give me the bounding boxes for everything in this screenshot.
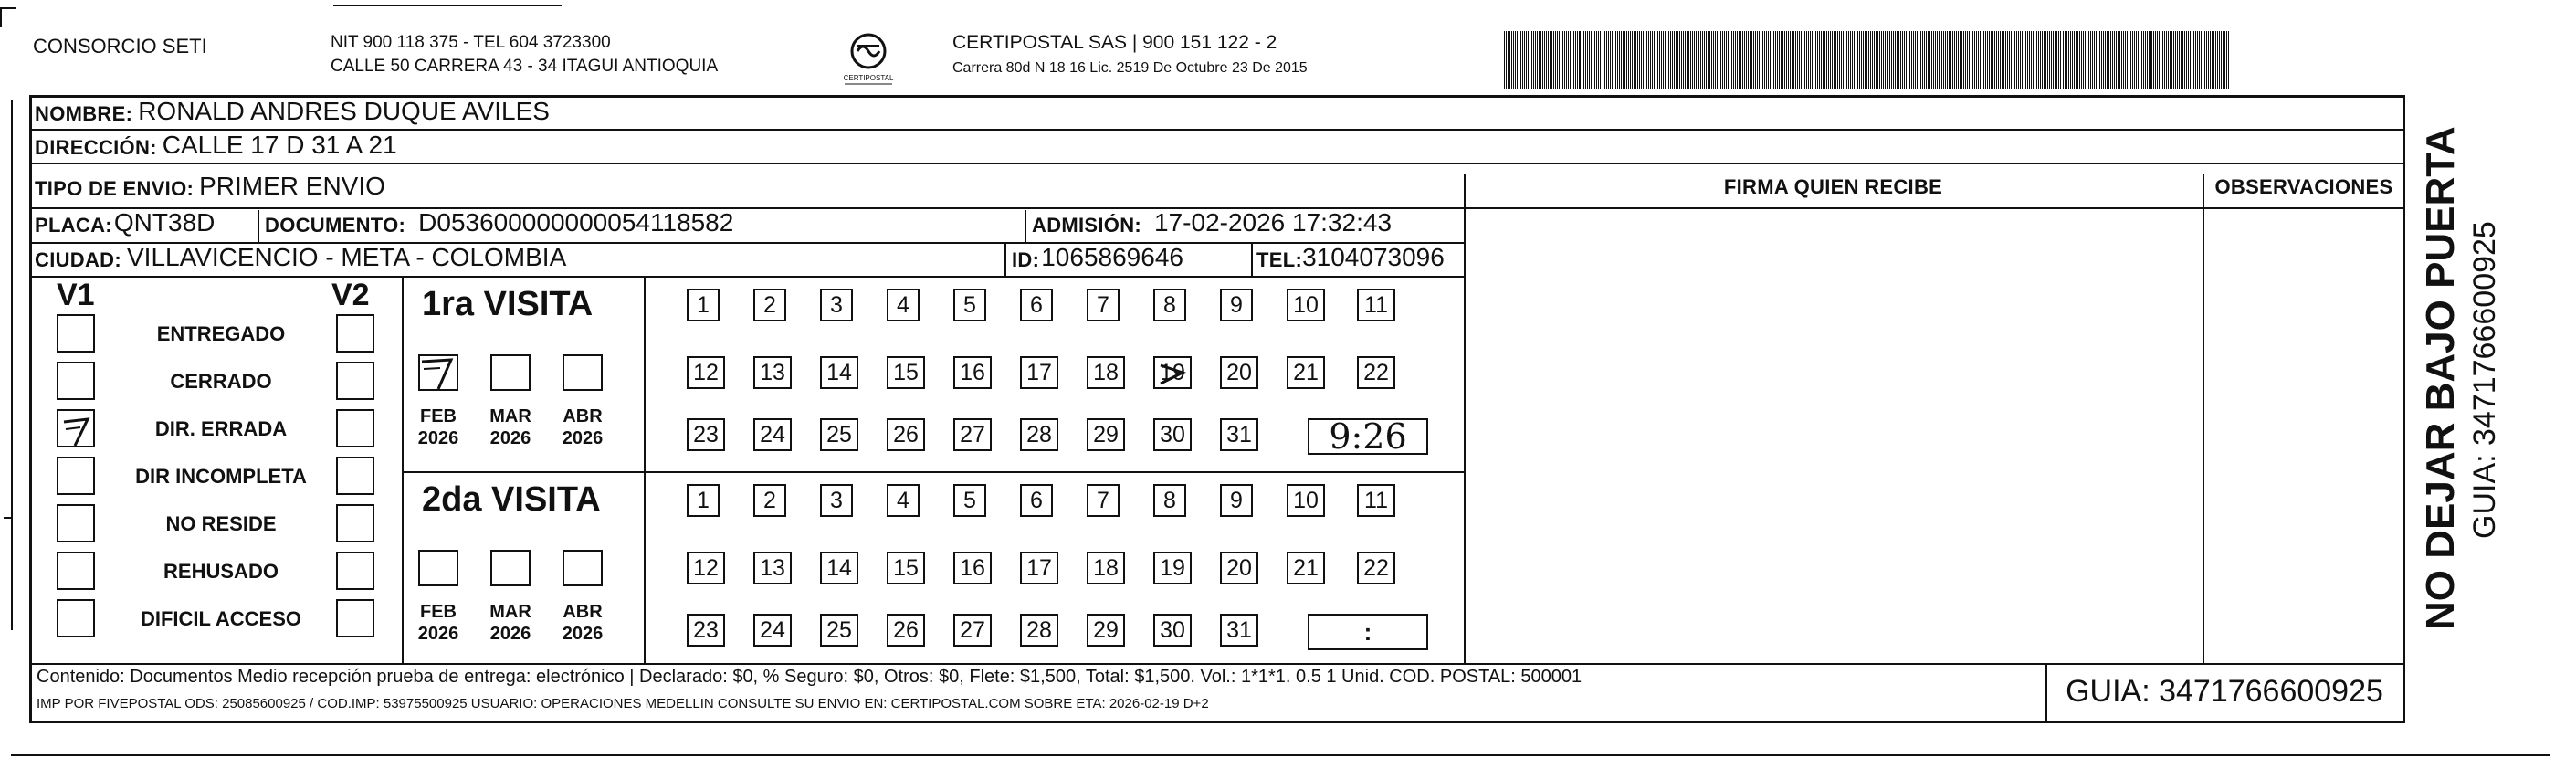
day-number: 25 [826, 616, 852, 643]
day-number: 3 [830, 291, 843, 318]
day-box[interactable] [1287, 484, 1325, 517]
day-box[interactable] [753, 356, 792, 389]
day-box[interactable] [687, 552, 725, 584]
day-number: 13 [760, 554, 785, 581]
day-number: 27 [960, 421, 985, 447]
day-box[interactable] [1020, 289, 1053, 321]
day-number: 15 [893, 554, 919, 581]
day-box[interactable] [753, 552, 792, 584]
day-box[interactable] [1153, 289, 1186, 321]
day-number: 2 [763, 487, 776, 513]
day-number: 6 [1030, 291, 1043, 318]
v2-checkbox[interactable] [336, 457, 374, 495]
day-box[interactable] [820, 356, 858, 389]
day-box[interactable] [1087, 552, 1125, 584]
ciudad-label: CIUDAD: [35, 248, 121, 271]
day-box[interactable] [953, 356, 992, 389]
day-box[interactable] [820, 484, 853, 517]
day-number: 27 [960, 616, 985, 643]
carrier-license: Carrera 80d N 18 16 Lic. 2519 De Octubre 23 De 2015 [952, 60, 1308, 76]
day-number: 20 [1226, 359, 1252, 385]
day-number: 24 [760, 421, 785, 447]
day-number: 28 [1026, 421, 1052, 447]
v2-checkbox[interactable] [336, 362, 374, 400]
day-box[interactable] [1287, 552, 1325, 584]
content-line: Contenido: Documentos Medio recepción prueba de entrega: electrónico | Declarado: $0, % Seguro: $0, Otros: $0, Flete: $1,500, Total: $1,500. Vol.: 1*1*1. 0.5 1 Unid. COD. POSTAL: 500001 [37, 667, 1582, 687]
admision-label: ADMISIÓN: [1032, 214, 1142, 237]
day-number: 21 [1293, 359, 1319, 385]
side-notice: NO DEJAR BAJO PUERTA [2418, 126, 2463, 630]
day-box[interactable] [953, 484, 986, 517]
day-number: 15 [893, 359, 919, 385]
placa-value: QNT38D [113, 208, 216, 237]
day-box[interactable] [1220, 289, 1253, 321]
day-number: 24 [760, 616, 785, 643]
id-label: ID: [1012, 248, 1040, 271]
day-number: 12 [693, 554, 719, 581]
day-box[interactable] [687, 484, 720, 517]
certipostal-logo [836, 31, 901, 88]
day-box[interactable] [1153, 552, 1192, 584]
tipo-envio-row [35, 172, 385, 201]
day-box[interactable] [687, 356, 725, 389]
day-box[interactable] [1020, 614, 1058, 647]
day-number: 20 [1226, 554, 1252, 581]
status-option-label: NO RESIDE [165, 512, 277, 535]
day-box[interactable] [1087, 418, 1125, 451]
day-number: 5 [963, 487, 976, 513]
nombre-row [35, 97, 550, 126]
day-number: 22 [1363, 359, 1389, 385]
day-number: 14 [826, 359, 852, 385]
nombre-value: RONALD ANDRES DUQUE AVILES [138, 97, 550, 125]
month-label: FEB 2026 [417, 406, 459, 448]
v2-checkbox[interactable] [336, 314, 374, 353]
day-number: 31 [1226, 616, 1252, 643]
month-label: MAR 2026 [489, 602, 531, 644]
visit-title: 2da VISITA [422, 480, 601, 519]
day-box[interactable] [887, 484, 920, 517]
time-field[interactable]: 9:26 [1308, 418, 1428, 455]
admision-field [1032, 208, 1392, 237]
day-number: 18 [1093, 554, 1119, 581]
day-box[interactable] [753, 289, 786, 321]
v1-checkbox[interactable] [57, 599, 95, 637]
day-number: 9 [1230, 291, 1243, 318]
address-line: CALLE 50 CARRERA 43 - 34 ITAGUI ANTIOQUIA [331, 57, 719, 76]
day-number: 30 [1160, 616, 1185, 643]
day-number: 16 [960, 359, 985, 385]
day-number: 13 [760, 359, 785, 385]
v1-checkbox[interactable] [57, 314, 95, 353]
check-mark-icon [1155, 358, 1190, 394]
day-box[interactable] [887, 552, 925, 584]
day-box[interactable] [1287, 356, 1325, 389]
day-box[interactable] [820, 418, 858, 451]
visit-title: 1ra VISITA [422, 285, 594, 323]
day-box[interactable] [1220, 484, 1253, 517]
day-box[interactable] [953, 289, 986, 321]
day-number: 23 [693, 616, 719, 643]
direccion-row [35, 131, 397, 160]
documento-label: DOCUMENTO: [265, 214, 406, 237]
day-number: 19 [1160, 359, 1185, 385]
day-box[interactable] [1087, 356, 1125, 389]
observaciones-header: OBSERVACIONES [2214, 175, 2393, 198]
day-number: 17 [1026, 554, 1052, 581]
day-box[interactable] [1087, 614, 1125, 647]
day-number: 1 [697, 487, 710, 513]
placa-field [35, 208, 215, 237]
day-box[interactable] [887, 289, 920, 321]
day-box[interactable] [820, 289, 853, 321]
day-number: 19 [1160, 554, 1185, 581]
day-number: 8 [1163, 291, 1176, 318]
ciudad-row [35, 243, 566, 272]
month-checkbox[interactable] [563, 550, 603, 586]
day-box[interactable] [753, 418, 792, 451]
day-number: 18 [1093, 359, 1119, 385]
tipo-envio-label: TIPO DE ENVIO: [35, 177, 195, 200]
day-number: 10 [1293, 291, 1319, 318]
day-number: 23 [693, 421, 719, 447]
id-value: 1065869646 [1041, 243, 1183, 271]
day-number: 3 [830, 487, 843, 513]
day-box[interactable] [1357, 356, 1395, 389]
status-option-label: DIR INCOMPLETA [135, 465, 307, 488]
day-number: 4 [897, 487, 909, 513]
day-box[interactable] [953, 418, 992, 451]
day-box[interactable] [1020, 356, 1058, 389]
day-number: 28 [1026, 616, 1052, 643]
month-checkbox[interactable] [418, 354, 458, 391]
day-number: 10 [1293, 487, 1319, 513]
day-number: 29 [1093, 616, 1119, 643]
barcode-icon [1502, 31, 2233, 89]
status-option-label: ENTREGADO [156, 322, 286, 345]
day-box[interactable] [953, 552, 992, 584]
day-box[interactable] [1357, 552, 1395, 584]
tel-value: 3104073096 [1302, 243, 1445, 271]
day-box[interactable] [1153, 418, 1192, 451]
day-number: 7 [1097, 487, 1109, 513]
ciudad-value: VILLAVICENCIO - META - COLOMBIA [126, 243, 567, 271]
day-number: 1 [697, 291, 710, 318]
day-box[interactable] [1020, 552, 1058, 584]
day-box[interactable] [1087, 484, 1120, 517]
day-number: 6 [1030, 487, 1043, 513]
id-field [1012, 243, 1183, 272]
day-number: 22 [1363, 554, 1389, 581]
day-box[interactable] [820, 552, 858, 584]
day-number: 14 [826, 554, 852, 581]
day-box[interactable] [1220, 356, 1258, 389]
day-box[interactable] [687, 289, 720, 321]
day-box[interactable] [1087, 289, 1120, 321]
day-number: 29 [1093, 421, 1119, 447]
status-option-label: DIR. ERRADA [154, 417, 288, 440]
day-number: 25 [826, 421, 852, 447]
time-field[interactable]: : [1308, 614, 1428, 650]
day-box[interactable] [687, 418, 725, 451]
day-box[interactable] [887, 356, 925, 389]
day-number: 31 [1226, 421, 1252, 447]
v1-checkbox[interactable] [57, 504, 95, 542]
v2-checkbox[interactable] [336, 599, 374, 637]
side-guia: GUIA: 3471766600925 [2467, 221, 2502, 539]
tel-label: TEL: [1256, 248, 1303, 271]
svg-text:CERTIPOSTAL: CERTIPOSTAL [843, 74, 894, 82]
month-label: ABR 2026 [562, 406, 604, 448]
day-box[interactable] [953, 614, 992, 647]
day-box[interactable] [1020, 484, 1053, 517]
admision-value: 17-02-2026 17:32:43 [1154, 208, 1393, 237]
day-box[interactable] [887, 614, 925, 647]
day-number: 2 [763, 291, 776, 318]
footer-guia: GUIA: 3471766600925 [2066, 674, 2383, 709]
day-number: 5 [963, 291, 976, 318]
tipo-envio-value: PRIMER ENVIO [199, 172, 385, 200]
day-number: 21 [1293, 554, 1319, 581]
month-label: MAR 2026 [489, 406, 531, 448]
day-number: 11 [1364, 487, 1388, 513]
v1-checkbox[interactable] [57, 409, 95, 447]
day-box[interactable] [753, 614, 792, 647]
signature-area[interactable] [1466, 209, 2201, 661]
v1-checkbox[interactable] [57, 362, 95, 400]
v1-checkbox[interactable] [57, 457, 95, 495]
day-box[interactable] [1153, 356, 1192, 389]
day-number: 30 [1160, 421, 1185, 447]
day-box[interactable] [1020, 418, 1058, 451]
nombre-label: NOMBRE: [35, 102, 133, 125]
day-box[interactable] [1357, 289, 1395, 321]
nit-line: NIT 900 118 375 - TEL 604 3723300 [331, 33, 611, 52]
month-label: FEB 2026 [417, 602, 459, 644]
day-box[interactable] [1153, 614, 1192, 647]
status-option-label: REHUSADO [163, 560, 279, 583]
v2-checkbox[interactable] [336, 552, 374, 590]
status-option-label: CERRADO [170, 370, 272, 393]
day-number: 8 [1163, 487, 1176, 513]
direccion-label: DIRECCIÓN: [35, 136, 157, 159]
day-number: 26 [893, 421, 919, 447]
v1-label: V1 [57, 278, 95, 312]
day-box[interactable] [1220, 418, 1258, 451]
day-number: 16 [960, 554, 985, 581]
day-number: 12 [693, 359, 719, 385]
day-number: 11 [1364, 291, 1388, 318]
documento-value: D053600000000054118582 [418, 208, 734, 237]
day-number: 7 [1097, 291, 1109, 318]
imp-line: IMP POR FIVEPOSTAL ODS: 25085600925 / COD.IMP: 53975500925 USUARIO: OPERACIONES MEDELLIN CONSULTE SU ENVIO EN: CERTIPOSTAL.COM SOBRE ETA: 2026-02-19 D+2 [37, 696, 1209, 711]
v1-checkbox[interactable] [57, 552, 95, 590]
observaciones-area[interactable] [2204, 209, 2402, 661]
direccion-value: CALLE 17 D 31 A 21 [162, 131, 397, 159]
month-checkbox[interactable] [490, 550, 531, 586]
v2-checkbox[interactable] [336, 504, 374, 542]
day-box[interactable] [687, 614, 725, 647]
day-box[interactable] [1287, 289, 1325, 321]
v2-checkbox[interactable] [336, 409, 374, 447]
day-box[interactable] [1357, 484, 1395, 517]
month-checkbox[interactable] [490, 354, 531, 391]
day-number: 4 [897, 291, 909, 318]
documento-field [265, 208, 733, 237]
company-name: CONSORCIO SETI [33, 35, 207, 58]
status-option-label: DIFICIL ACCESO [140, 607, 301, 630]
day-number: 26 [893, 616, 919, 643]
day-box[interactable] [1220, 614, 1258, 647]
carrier-name: CERTIPOSTAL SAS | 900 151 122 - 2 [952, 32, 1277, 53]
tel-field [1256, 243, 1445, 272]
month-checkbox[interactable] [563, 354, 603, 391]
day-box[interactable] [1220, 552, 1258, 584]
month-label: ABR 2026 [562, 602, 604, 644]
day-box[interactable] [820, 614, 858, 647]
day-box[interactable] [1153, 484, 1186, 517]
day-number: 17 [1026, 359, 1052, 385]
placa-label: PLACA: [35, 214, 112, 237]
day-box[interactable] [753, 484, 786, 517]
v2-label: V2 [331, 278, 370, 312]
day-number: 9 [1230, 487, 1243, 513]
day-box[interactable] [887, 418, 925, 451]
firma-header: FIRMA QUIEN RECIBE [1723, 175, 1943, 198]
month-checkbox[interactable] [418, 550, 458, 586]
